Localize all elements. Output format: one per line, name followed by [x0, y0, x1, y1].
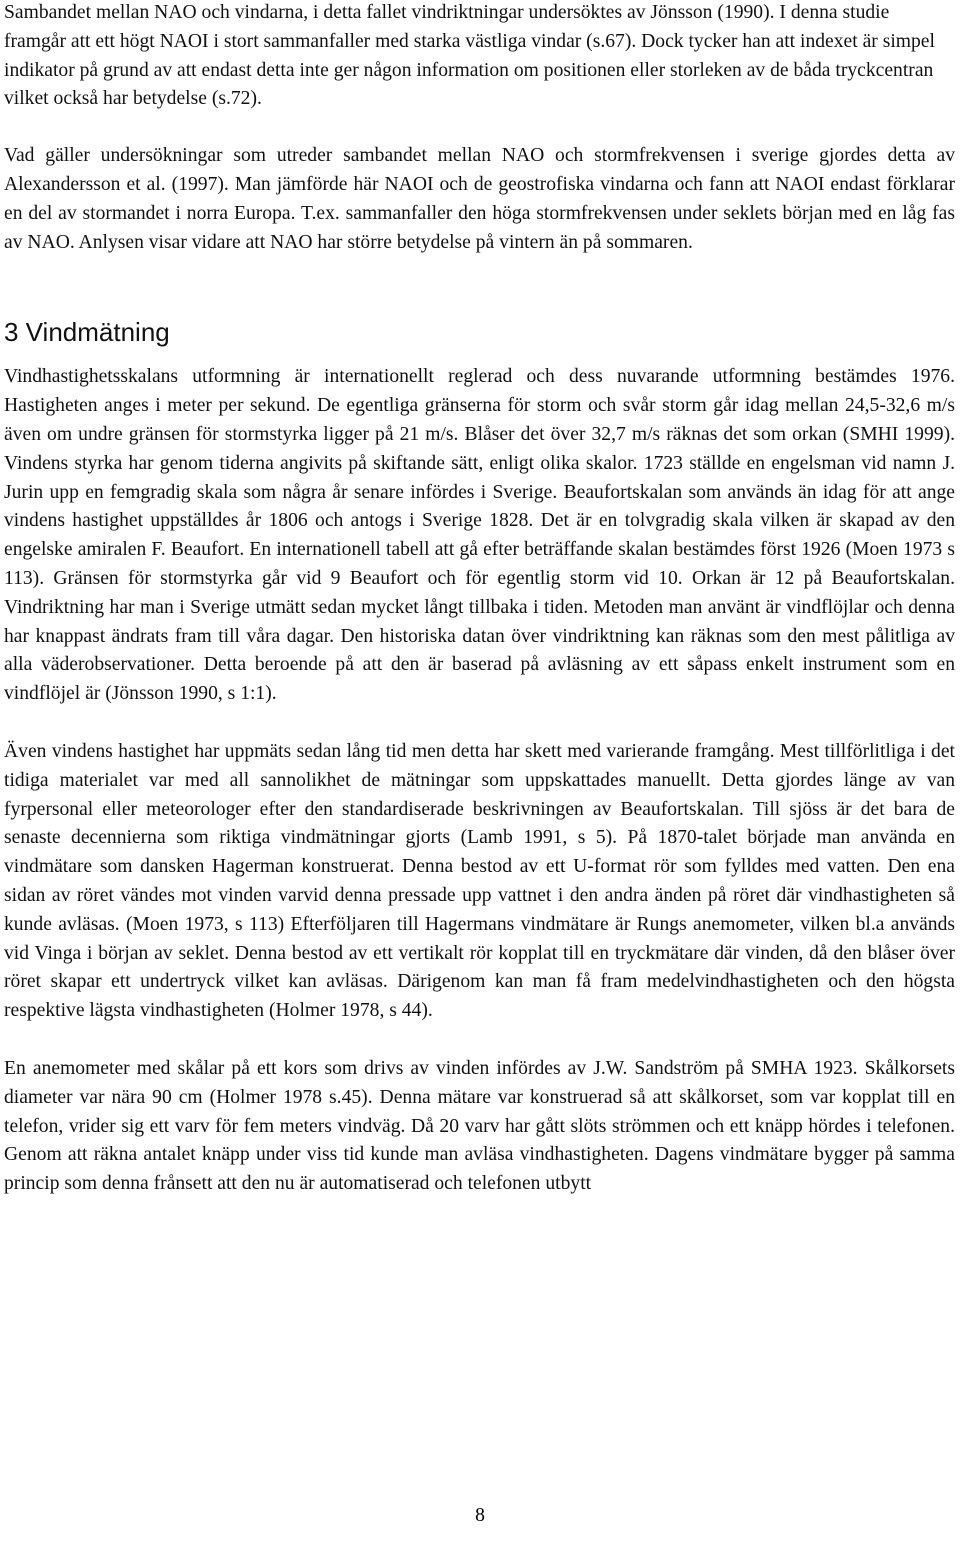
paragraph-anemometer: En anemometer med skålar på ett kors som drivs av vinden infördes av J.W. Sandström på SMHA 1923. Skålkorsets diameter var nära 90 cm (Holmer 1978 s.45). Denna mätare var konstruerad så att skålkorset, som var kopplat till en telefon, vrider sig ett varv för fem meters vindväg. Då 20 varv har gått slöts strömmen och ett knäpp hördes i telefonen. Genom att räkna antalet knäpp under viss tid kunde man avläsa vindhastigheten. Dagens vindmätare bygger på samma princip som denna frånsett att den nu är automatiserad och telefonen utbytt [4, 1057, 955, 1195]
section-heading: 3 Vindmätning [4, 317, 170, 348]
paragraph-nao-storm-frequency: Vad gäller undersökningar som utreder sambandet mellan NAO och stormfrekvensen i sverige gjordes detta av Alexandersson et al. (1997). Man jämförde här NAOI och de geostrofiska vindarna och fann att NAOI endast förklarar en del av stormandet i norra Europa. T.ex. sammanfaller den höga stormfrekvensen under seklets början med en låg fas av NAO. Anlysen visar vidare att NAO har större betydelse på vintern än på sommaren. [4, 145, 955, 253]
page-number: 8 [475, 1505, 485, 1526]
paragraph-nao-wind: Sambandet mellan NAO och vindarna, i detta fallet vindriktningar undersöktes av Jönsson (1990). I denna studie framgår att ett högt NAOI i stort sammanfaller med starka västliga vindar (s.67). Dock tycker han att indexet är simpel indikator på grund av att endast detta inte ger någon information om positionen eller storleken av de båda tryckcentran vilket också har betydelse (s.72). [4, 2, 935, 110]
paragraph-wind-speed-history: Även vindens hastighet har uppmäts sedan lång tid men detta har skett med varierande framgång. Mest tillförlitliga i det tidiga materialet var med all sannolikhet de mätningar som uppskattades manuellt. Detta gjordes länge av van fyrpersonal eller meteorologer efter den standardiserade beskrivningen av Beaufortskalan. Till sjöss är det bara de senaste decennierna som riktiga vindmätningar gjorts (Lamb 1991, s 5). På 1870-talet började man använda en vindmätare som dansken Hagerman konstruerat. Denna bestod av ett U-format rör som fylldes med vatten. Den ena sidan av röret vändes mot vinden varvid denna pressade upp vattnet i den andra änden på röret där vindhastigheten så kunde avläsas. (Moen 1973, s 113) Efterföljaren till Hagermans vindmätare är Rungs anemometer, vilken bl.a används vid Vinga i början av seklet. Denna bestod av ett vertikalt rör kopplat till en tryckmätare där vinden, då den blåser över röret skapar ett undertryck vilket kan avläsas. Därigenom kan man få fram medelvindhastigheten och den högsta respektive lägsta vindhastigheten (Holmer 1978, s 44). [4, 740, 955, 1022]
paragraph-wind-scale: Vindhastighetsskalans utformning är internationellt reglerad och dess nuvarande utformning bestämdes 1976. Hastigheten anges i meter per sekund. De egentliga gränserna för storm och svår storm går idag mellan 24,5-32,6 m/s även om undre gränsen för stormstyrka ligger på 21 m/s. Blåser det över 32,7 m/s räknas det som orkan (SMHI 1999). Vindens styrka har genom tiderna angivits på skiftande sätt, enligt olika skalor. 1723 ställde en engelsman vid namn J. Jurin upp en femgradig skala som några år senare infördes i Sverige. Beaufortskalan som används än idag för att ange vindens hastighet uppställdes år 1806 och antogs i Sverige 1828. Det är en tolvgradig skala vilken är skapad av den engelske amiralen F. Beaufort. En internationell tabell att gå efter beträffande skalan bestämdes först 1926 (Moen 1973 s 113). Gränsen för stormstyrka går vid 9 Beaufort och för egentlig storm vid 10. Orkan är 12 på Beaufortskalan. Vindriktning har man i Sverige utmätt sedan mycket långt tillbaka i tiden. Metoden man använt är vindflöjlar och denna har knappast ändrats fram till våra dagar. Den historiska datan över vindriktning kan räknas som den mest pålitliga av alla väderobservationer. Detta beroende på att den är baserad på avläsning av ett såpass enkelt instrument som en vindflöjel är (Jönsson 1990, s 1:1). [4, 366, 955, 705]
